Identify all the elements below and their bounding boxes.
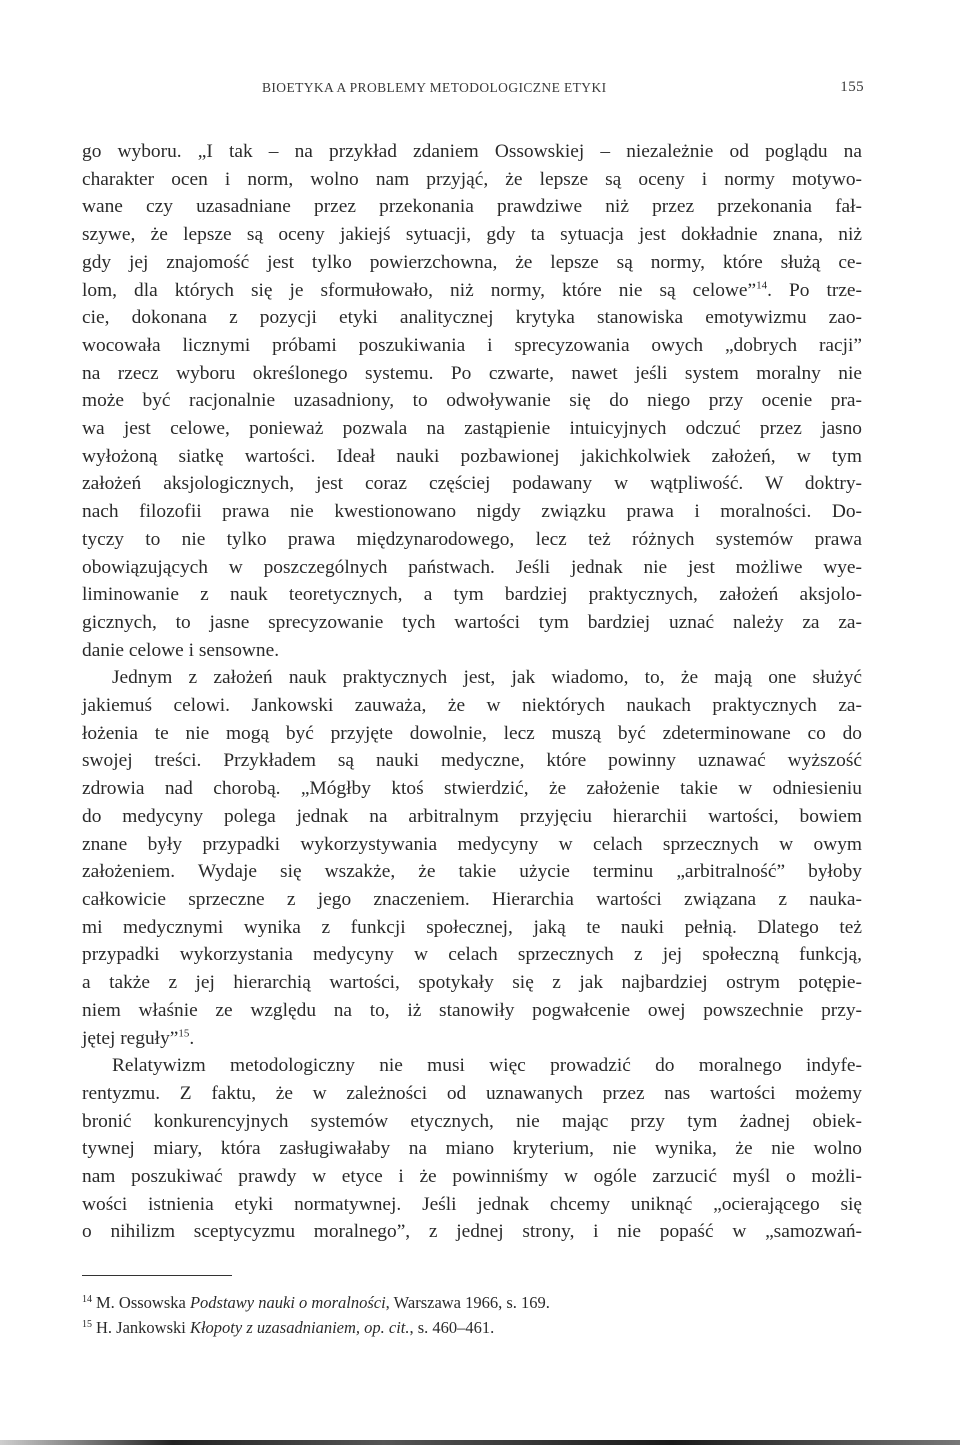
text-fragment: . xyxy=(189,1027,195,1049)
scan-border xyxy=(0,1440,960,1445)
text-line: może być racjonalnie uzasadniony, to odwoływanie się do niego przy ocenie pra- xyxy=(82,390,862,412)
text-line: wyłożoną siatkę wartości. Ideał nauki pozbawionej jakichkolwiek założeń, w tym xyxy=(82,445,862,467)
footnote-number: 14 xyxy=(82,1293,92,1305)
text-line: nach filozofii prawa nie kwestionowano nigdy związku prawa i moralności. Do- xyxy=(82,501,862,523)
text-line: gdy jej znajomość jest tylko powierzchowna, że lepsze są normy, które służą ce- xyxy=(82,251,862,273)
footnote-divider xyxy=(82,1275,232,1276)
footnotes xyxy=(82,1290,862,1340)
footnote-author: H. Jankowski xyxy=(96,1318,190,1337)
running-title: BIOETYKA A PROBLEMY METODOLOGICZNE ETYKI xyxy=(262,80,607,95)
text-line: niem właśnie ze względu na to, iż stanowiły pogwałcenie owej powszechnie przy- xyxy=(82,999,862,1021)
footnote-details: , Warszawa 1966, s. 169. xyxy=(385,1293,550,1312)
text-line: łożenia te nie mogą być przyjęte dowolnie, lecz muszą być zdeterminowane co do xyxy=(82,722,862,744)
paragraph-start: Jednym z założeń nauk praktycznych jest, jak wiadomo, to, że mają one służyć xyxy=(112,667,862,689)
text-line: tyczy to nie tylko prawa międzynarodowego, lecz też różnych systemów prawa xyxy=(82,528,862,550)
footnote-author: M. Ossowska xyxy=(96,1293,190,1312)
text-line: go wyboru. „I tak – na przykład zdaniem Ossowskiej – niezależnie od poglądu na xyxy=(82,141,862,162)
text-line: do medycyny polega jednak na arbitralnym przyjęciu hierarchii wartości, bowiem xyxy=(82,805,862,827)
text-line: swojej treści. Przykładem są nauki medyczne, które powinny uznawać wyższość xyxy=(82,750,862,772)
text-line: znane były przypadki wykorzystywania medycyny w celach sprzecznych w owym xyxy=(82,833,862,855)
text-line: wocowała licznymi próbami poszukiwania i sprecyzowania owych „dobrych racji” xyxy=(82,334,862,356)
paragraph-start: Relatywizm metodologiczny nie musi więc prowadzić do moralnego indyfe- xyxy=(112,1055,862,1077)
footnote-details: , s. 460–461. xyxy=(409,1318,495,1337)
text-line-with-ref-15 xyxy=(82,1025,862,1053)
text-line: a także z jej hierarchią wartości, spotykały się z jak najbardziej ostrym potępie- xyxy=(82,972,862,994)
text-line: mi medycznymi wynika z funkcji społecznej, jaką te nauki pełnią. Dlatego też xyxy=(82,916,862,938)
footnote-14 xyxy=(82,1290,862,1315)
text-line: założeniem. Wydaje się wszakże, że takie użycie terminu „arbitralność” byłoby xyxy=(82,861,862,883)
text-line: założeń aksjologicznych, jest coraz częściej podawany w wątpliwość. W doktry- xyxy=(82,473,862,495)
text-line: przypadki wykorzystania medycyny w celach sprzecznych z jej społeczną funkcją, xyxy=(82,944,862,966)
main-text xyxy=(82,138,862,1246)
text-line: charakter ocen i norm, wolno nam przyjąć, że lepsze są oceny i normy motywo- xyxy=(82,168,862,190)
text-line: zdrowia nad chorobą. „Mógłby ktoś stwierdzić, że założenie takie w odniesieniu xyxy=(82,778,862,800)
text-line: szywe, że lepsze są oceny jakiejś sytuacji, gdy ta sytuacja jest dokładnie znana, niż xyxy=(82,224,862,246)
text-line: jakiemuś celowi. Jankowski zauważa, że w niektórych naukach praktycznych za- xyxy=(82,695,862,717)
text-line: liminowanie z nauk teoretycznych, a tym bardziej praktycznych, założeń aksjolo- xyxy=(82,584,862,606)
text-line: rentyzmu. Z faktu, że w zależności od uznawanych przez nas wartości możemy xyxy=(82,1082,862,1104)
text-line: nam poszukiwać prawdy w etyce i że powinniśmy w ogóle zarzucić myśl o możli- xyxy=(82,1166,862,1188)
text-fragment: . Po trze- xyxy=(767,279,862,301)
text-line: wane czy uzasadniane przez przekonania prawdziwe niż przez przekonania fał- xyxy=(82,196,862,218)
footnote-ref-14: 14 xyxy=(756,279,768,292)
text-line: danie celowe i sensowne. xyxy=(82,639,280,661)
footnote-number: 15 xyxy=(82,1318,92,1330)
text-line: na rzecz wyboru określonego systemu. Po czwarte, nawet jeśli system moralny nie xyxy=(82,362,862,384)
text-line-with-ref-14 xyxy=(82,277,862,305)
text-line: wa jest celowe, ponieważ pozwala na zastąpienie intuicyjnych odczuć przez jasno xyxy=(82,418,862,440)
text-line: tywnej miary, która zasługiwałaby na miano kryterium, nie wynika, że nie wolno xyxy=(82,1138,862,1160)
footnote-ref-15: 15 xyxy=(178,1027,190,1040)
footnote-title: Kłopoty z uzasadnianiem, op. cit. xyxy=(189,1318,410,1337)
footnote-title: Podstawy nauki o moralności xyxy=(189,1293,386,1312)
text-line: cie, dokonana z pozycji etyki analitycznej krytyka stanowiska emotywizmu zao- xyxy=(82,307,862,329)
text-line: obowiązujących w poszczególnych państwach. Jeśli jednak nie jest możliwe wye- xyxy=(82,556,862,578)
text-line: o nihilizm sceptycyzmu moralnego”, z jednej strony, i nie popaść w „samozwań- xyxy=(82,1221,862,1243)
text-line: gicznych, to jasne sprecyzowanie tych wartości tym bardziej uznać należy za za- xyxy=(82,611,862,633)
footnote-15 xyxy=(82,1315,862,1340)
page-number: 155 xyxy=(840,79,864,95)
text-fragment: jętej reguły” xyxy=(82,1027,179,1049)
text-line: bronić konkurencyjnych systemów etycznych, nie mając przy tym żadnej obiek- xyxy=(82,1110,862,1132)
text-line: wości istnienia etyki normatywnej. Jeśli jednak chcemy uniknąć „ocierającego się xyxy=(82,1193,862,1215)
text-line: całkowicie sprzeczne z jego znaczeniem. Hierarchia wartości związana z nauka- xyxy=(82,888,862,910)
text-fragment: lom, dla których się je sformułowało, niż normy, które nie są celowe” xyxy=(82,279,757,301)
